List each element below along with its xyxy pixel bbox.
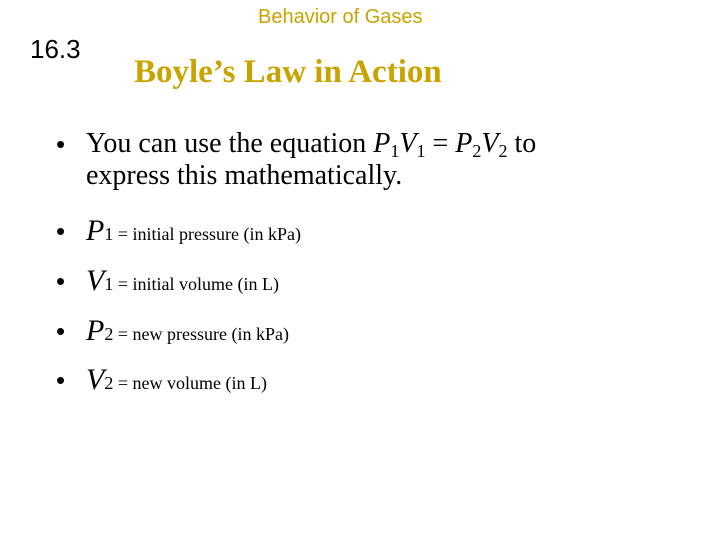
variable-description: = new volume (in L): [113, 373, 267, 393]
variable-description: = initial volume (in L): [113, 274, 279, 294]
equation-p1-subscript: 1: [390, 141, 400, 161]
bullet-dot: •: [56, 316, 66, 346]
equation-p2-subscript: 2: [472, 141, 482, 161]
variable-description: = initial pressure (in kPa): [113, 224, 301, 244]
variable-definition: [86, 214, 301, 251]
equation-v2-subscript: 2: [498, 141, 508, 161]
variable-symbol: P: [86, 314, 105, 347]
bullet-dot: •: [56, 365, 66, 395]
variable-description: = new pressure (in kPa): [113, 324, 289, 344]
bullet-dot: •: [56, 266, 66, 296]
variable-symbol: V: [86, 363, 105, 396]
bullet-dot: •: [56, 129, 66, 159]
chapter-title: Behavior of Gases: [258, 6, 423, 28]
variable-subscript: 1: [104, 274, 114, 294]
equation-p1: P: [373, 128, 391, 159]
equation-v1-subscript: 1: [416, 141, 426, 161]
variable-subscript: 2: [104, 373, 114, 393]
variable-subscript: 1: [104, 224, 114, 244]
variable-definition: [86, 264, 279, 301]
section-number: 16.3: [30, 34, 81, 64]
equation-intro-text: You can use the equation: [86, 128, 374, 159]
bullet-dot: •: [56, 216, 66, 246]
equation-suffix: to: [507, 128, 537, 159]
equation-v2: V: [481, 128, 499, 159]
equation-v1: V: [399, 128, 417, 159]
slide-title: Boyle’s Law in Action: [134, 54, 442, 90]
bullet-equation-text: [86, 128, 536, 192]
equation-equals: =: [425, 128, 456, 159]
variable-symbol: V: [86, 264, 105, 297]
variable-definition: [86, 314, 289, 351]
equation-line-two: express this mathematically.: [86, 160, 403, 191]
variable-subscript: 2: [104, 324, 114, 344]
equation-p2: P: [455, 128, 473, 159]
variable-symbol: P: [86, 214, 105, 247]
variable-definition: [86, 363, 267, 400]
